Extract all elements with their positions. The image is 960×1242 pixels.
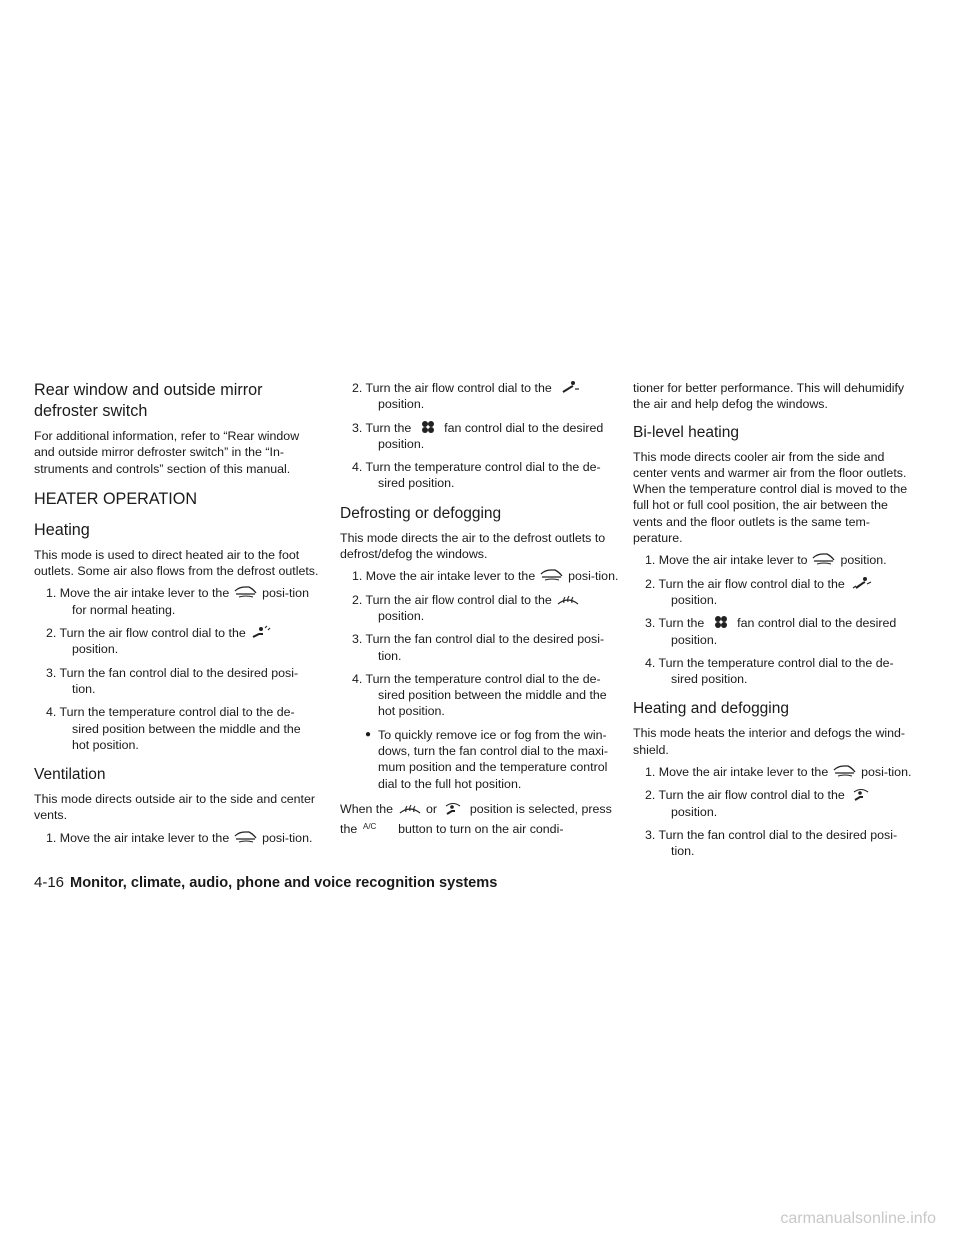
step-text: 2. Turn the air flow control dial to the [645,788,845,803]
vent-airflow-icon [555,380,581,394]
heating-step-3: 3. Turn the fan control dial to the desired posi-tion. [46,665,299,696]
foot-defrost-icon [440,801,466,815]
step-text-cont: posi-tion. [861,765,912,780]
when-text-c: position is selected, press the [340,801,612,836]
step-text: 3. Turn the [645,616,705,631]
step-text-cont: position. [378,608,425,623]
car-outside-air-icon [233,585,259,599]
heating-step-1 [34,585,319,618]
section-title-rear-defroster [34,380,319,422]
title-line-1: Rear window and outside mirror [34,381,263,399]
step-text-cont: position. [671,804,718,819]
page-number: 4-16 [34,874,65,891]
heating-body: This mode is used to direct heated air to the foot outlets. Some air also flows from the defrost outlets. [34,547,319,579]
defrost-step-1 [340,568,625,584]
ventilation-title: Ventilation [34,766,106,784]
step-text: 1. Move the air intake lever to the [645,765,829,780]
column-right [633,380,918,867]
page-footer [34,874,497,891]
foot-airflow-icon [249,625,275,639]
defrost-title: Defrosting or defogging [340,504,502,522]
step-text-cont: fan control dial to the desired position. [378,420,604,451]
ventilation-body: This mode directs outside air to the side and center vents. [34,792,316,823]
column-middle [340,380,625,845]
ac-icon [361,821,395,835]
hd-step-1 [633,764,918,780]
foot-defrost-icon [848,787,874,801]
defrost-step-4: 4. Turn the temperature control dial to the de-sired position between the middle and the hot position. [352,671,607,719]
hd-step-3: 3. Turn the fan control dial to the desired posi-tion. [645,827,898,859]
when-paragraph [340,799,625,839]
step-text-cont: posi-tion for normal heating. [72,586,309,617]
step-text-cont: posi-tion. [568,569,619,584]
step-text: 2. Turn the air flow control dial to the [46,626,246,641]
step-text: 2. Turn the air flow control dial to the [352,592,552,607]
tip-text: To quickly remove ice or fog from the win-dows, turn the fan control dial to the maxi-mum position and the temperature control dial to the full hot position. [378,727,609,791]
car-outside-air-icon [811,552,837,566]
when-text-b: or [425,801,437,816]
svg-text:A/C: A/C [362,821,377,831]
rear-defroster-body: For additional information, refer to “Rear window and outside mirror defroster switch” in the “In-struments and controls” section of this manual. [34,429,300,476]
defrost-tip [340,727,625,792]
defrost-icon [555,592,581,606]
step-text: 1. Move the air intake lever to the [352,569,536,584]
bilevel-step-4: 4. Turn the temperature control dial to the de-sired position. [645,655,894,687]
when-text-d: button to turn on the air condi- [398,821,564,836]
ventilation-step-4: 4. Turn the temperature control dial to the de-sired position. [352,460,601,491]
step-text: 2. Turn the air flow control dial to the [352,381,552,395]
step-text: 1. Move the air intake lever to the [46,586,230,601]
bilevel-step-2 [633,576,918,609]
step-text-cont: position. [671,592,718,607]
watermark: carmanualsonline.info [780,1210,936,1227]
ventilation-step-3 [340,420,625,453]
fan-icon [708,615,734,629]
when-text-a: When the [340,801,394,816]
step-text: 1. Move the air intake lever to [645,553,808,568]
fan-icon [415,420,441,434]
chapter-title: Monitor, climate, audio, phone and voice recognition systems [70,875,498,891]
column-left [34,380,319,853]
bilevel-airflow-icon [848,576,874,590]
bilevel-title: Bi-level heating [633,423,739,441]
step-text: 3. Turn the [352,420,412,435]
step-text-cont: fan control dial to the desired position. [671,616,897,647]
ventilation-step-1 [34,830,319,846]
bullet-icon: ● [365,728,372,740]
step-text-cont: position. [72,642,119,657]
heating-title: Heating [34,520,90,539]
heating-step-2 [34,625,319,658]
step-text-cont: position. [378,397,425,412]
ac-continued-text: tioner for better performance. This will dehumidify the air and help defog the windows. [633,381,905,412]
heating-defogging-title: Heating and defogging [633,700,789,718]
heating-step-4: 4. Turn the temperature control dial to the de-sired position between the middle and the hot position. [46,705,301,752]
bilevel-body: This mode directs cooler air from the side and center vents and warmer air from the floor outlets. When the temperature control dial is moved to the full hot or full cool position, the air between the vents and the floor outlets is the same tem-perature. [633,449,908,546]
step-text-cont: position. [840,553,887,568]
bilevel-step-3 [633,615,918,648]
bilevel-step-1 [633,552,918,568]
defrost-body: This mode directs the air to the defrost outlets to defrost/defog the windows. [340,530,606,562]
defrost-step-2 [340,592,625,625]
car-outside-air-icon [539,568,565,582]
step-text: 2. Turn the air flow control dial to the [645,576,845,591]
heater-operation-title: HEATER OPERATION [34,489,198,508]
ventilation-step-2 [340,380,625,413]
defrost-icon [397,801,423,815]
car-outside-air-icon [832,764,858,778]
title-line-2: defroster switch [34,402,148,420]
hd-step-2 [633,787,918,820]
defrost-step-3: 3. Turn the fan control dial to the desired posi-tion. [352,632,605,663]
car-outside-air-icon [233,830,259,844]
step-text: 1. Move the air intake lever to the [46,830,230,845]
step-text-cont: posi-tion. [262,830,313,845]
heating-defogging-body: This mode heats the interior and defogs the wind-shield. [633,726,906,757]
